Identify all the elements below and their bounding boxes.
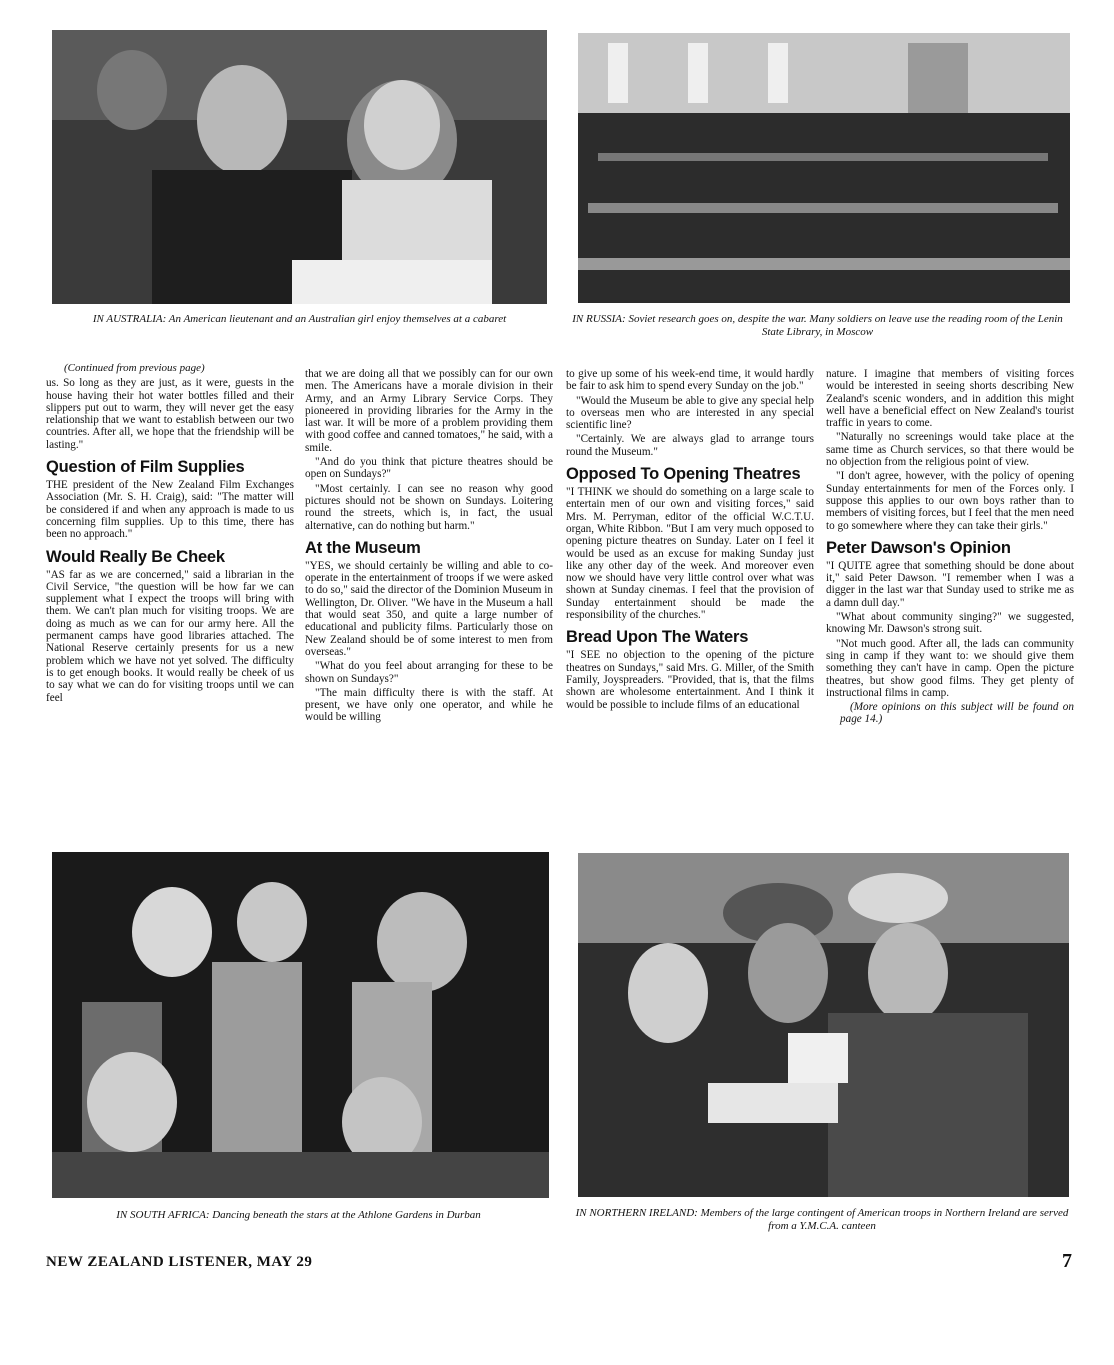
paragraph: "AS far as we are concerned," said a librarian in the Civil Service, "the question will be how far we can supplement what I expect the troops will bring with them. We can't plan much for visiting troops. We are doing as much as we can for our army here. All the permanent camps have good libraries attached. The National Reserve certainly presents for us a new problem which we have not yet solved. The difficulty is to get enough books. It would really be cheek of us to say what we can do for visiting troops until we can feel (46, 568, 294, 704)
article-column-4 (826, 368, 1074, 728)
article-column-3 (566, 368, 814, 713)
caption-south-africa: IN SOUTH AFRICA: Dancing beneath the stars at the Athlone Gardens in Durban (116, 1209, 481, 1221)
photo-northern-ireland (578, 853, 1069, 1197)
paragraph: that we are doing all that we possibly can for our own men. The Americans have a morale division in their Army, and an Army Library Service Corps. They pioneered in providing libraries for the Army in the last war. It will be more of a problem providing them with good coffee and canned tomatoes," he said, with a smile. (305, 368, 553, 454)
heading-bread-waters: Bread Upon The Waters (566, 628, 749, 647)
paragraph: "And do you think that picture theatres should be open on Sundays?" (305, 456, 553, 481)
caption-australia: IN AUSTRALIA: An American lieutenant and an Australian girl enjoy themselves at a cabaret (92, 313, 507, 325)
page-number: 7 (1062, 1250, 1072, 1272)
heading-opposed-theatres: Opposed To Opening Theatres (566, 465, 801, 484)
paragraph: "Most certainly. I can see no reason why good pictures should not be shown on Sundays. Loitering round the streets, which is, in fact, the usual alternative, can do nothing but harm." (305, 482, 553, 532)
paragraph: "Would the Museum be able to give any special help to overseas men who are interested in any special scientific line? (566, 394, 814, 432)
paragraph: THE president of the New Zealand Film Exchanges Association (Mr. S. H. Craig), said: "The matter will be considered if and when any approach is made to us concerning film supplies. Up to this time, there has been no approach." (46, 479, 294, 541)
paragraph: "I THINK we should do something on a large scale to entertain men of our own and visiting forces," said Mrs. M. Perryman, editor of the official W.C.T.U. organ, White Ribbon. "But I am very much opposed to opening picture theatres on Sunday. Later on I feel it would be used as an excuse for making Sunday just like any other day of the week. And moreover even now we should have very little control over what was shown at Sunday cinemas. I feel that the provision of Sunday entertainment should be made the responsibility of the churches." (566, 486, 814, 622)
heading-film-supplies: Question of Film Supplies (46, 458, 245, 477)
article-column-2 (305, 368, 553, 726)
heading-really-be-cheek: Would Really Be Cheek (46, 547, 225, 566)
paragraph: to give up some of his week-end time, it would hardly be fair to ask him to spend every Sunday on the job." (566, 368, 814, 393)
paragraph: "I don't agree, however, with the policy of opening Sunday entertainments for men of the Forces only. I suppose this applies to our own boys rather than to members of visiting forces, but I feel that the men need to go somewhere where they can take their girls." (826, 470, 1074, 532)
publication-footer: NEW ZEALAND LISTENER, MAY 29 (46, 1254, 313, 1270)
caption-northern-ireland: IN NORTHERN IRELAND: Members of the large contingent of American troops in Northern Ireland are served from a Y.M.C.A. canteen (575, 1207, 1069, 1232)
photo-russia (578, 33, 1070, 303)
more-opinions-note: (More opinions on this subject will be found on page 14.) (840, 701, 1074, 726)
heading-dawson-opinion: Peter Dawson's Opinion (826, 538, 1011, 557)
paragraph: "The main difficulty there is with the staff. At present, we have only one operator, and while he would be willing (305, 686, 553, 724)
photo-australia (52, 30, 547, 304)
paragraph: "I SEE no objection to the opening of the picture theatres on Sundays," said Mrs. G. Miller, of the Smith Family, Joyspreaders. "Provided, that is, that the films shown are wholesome entertainment. And I think it would be possible to include films of an educational (566, 649, 814, 711)
photo-south-africa (52, 852, 549, 1198)
heading-at-museum: At the Museum (305, 538, 421, 557)
caption-russia: IN RUSSIA: Soviet research goes on, despite the war. Many soldiers on leave use the reading room of the Lenin State Library, in Moscow (572, 313, 1063, 338)
paragraph: "I QUITE agree that something should be done about it," said Peter Dawson. "I remember when I was a digger in the last war that Sunday used to strike me as a damn dull day." (826, 559, 1074, 609)
paragraph: "Certainly. We are always glad to arrange tours round the Museum." (566, 433, 814, 458)
paragraph: "Not much good. After all, the lads can community sing in camp if they want to: we should give them something they can't have in camp. Open the picture theatres, but show good films. They get plenty of instructional films in camp. (826, 637, 1074, 699)
paragraph: "Naturally no screenings would take place at the same time as Church services, so that there would be no objection from the religious point of view. (826, 431, 1074, 469)
paragraph: us. So long as they are just, as it were, guests in the house having their hot water bottles filled and their slippers put out to warm, they will never get the easy relationship that we want to establish between our two countries. After all, we hope that the friendship will be lasting." (46, 377, 294, 451)
paragraph: nature. I imagine that members of visiting forces would be interested in seeing shorts describing New Zealand's scenic wonders, and in addition this might well have a beneficial effect on New Zealand's tourist traffic in years to come. (826, 368, 1074, 430)
article-column-1 (46, 362, 294, 706)
paragraph: "What do you feel about arranging for these to be shown on Sundays?" (305, 660, 553, 685)
paragraph: "YES, we should certainly be willing and able to co-operate in the entertainment of troops if we were asked to do so," said the director of the Dominion Museum in Wellington, Dr. Oliver. "We have in the Museum a hall that would seat 350, and quite a large number of educational and publicity films. Particularly those on New Zealand should be of some interest to men from overseas." (305, 559, 553, 658)
continued-note: (Continued from previous page) (64, 362, 205, 374)
paragraph: "What about community singing?" we suggested, knowing Mr. Dawson's strong suit. (826, 611, 1074, 636)
